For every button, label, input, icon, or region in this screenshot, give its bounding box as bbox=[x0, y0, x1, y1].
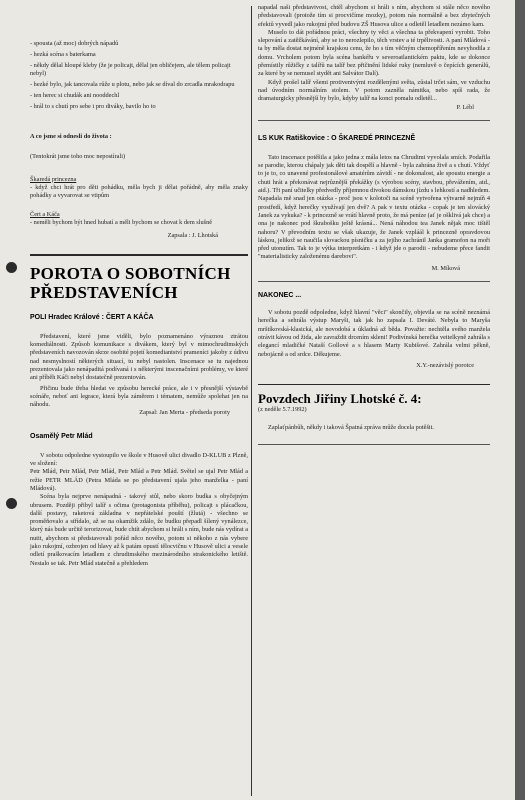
left-column bbox=[30, 40, 248, 568]
column-divider bbox=[251, 6, 252, 796]
paragraph: Tato inscenace potěšila a jako jedna z mála letos na Chrudimi vyvolala smích. Podařila se parodie, kterou chápaly jak děti tak dospělí a hlavně - byla zahrána živě a s chutí. Vždyť to je to, co unavené profesionálové amatérům závidí - ne dokonalost, ale spoustu energie a chuti hrát a překonávat nejrůznější překážky (s výrobou scény, stavbou, převážením, atd., aid.). Tři paní učitelky předvedly příjemnou divokou dámskou jízdu s lehkostí a nadhledem. Napadala mě snad jen otázka - proč jsou v kolotoči na scéně vytvořena výtvarně nejmíň 4 prostředí, když herečky využívají jen dvě? A pak v textu otázka - copak je ten slovácký Janek za vykuka? - k princezně se vrátí hlavně proto, že má peníze (ať je ošklivá jak chce) a ona je nakonec pod škrabošku ještě krásná... Nená náhodou tea Janek nějak moc tištěl nahoru? V převodním textu se však ukazuje, že Janek vzpláál k princezně opravdovou láskou, jelikož se naučila slovackou písničku a za jejího zachránil Janka gramofon na moři před utonutím. Tak to je výtka interpretkám - i když jde o parodii - nebudeme přece fandit "materialisticky založenému darebovi". bbox=[258, 153, 490, 261]
list-item: - někdy dělal hloupé kleby (že je policajt, dělal jen obličejem, ale tělem policajt nebyl) bbox=[30, 61, 231, 78]
section-heading: POLI Hradec Králové : ČERT A KÁČA bbox=[30, 313, 154, 321]
petr-review bbox=[30, 452, 248, 568]
signature: P. Lébl bbox=[456, 103, 474, 111]
paragraph: Přičinu bude třeba hledat ve způsobu herecké práce, ale i v přesnější výstavbě scénáře, neboť ani legrace, která byla záměrem i tématem, nemůže spolehat jen na náhodu. bbox=[30, 384, 248, 409]
subheading-cert: Čert a Káča bbox=[30, 210, 60, 218]
petr-review-continued bbox=[258, 4, 490, 104]
paragraph: Petr Mlád, Petr Mlád, Petr Mlád, Petr Mlád a Petr Mlád. Světel se ujal Petr Mlád a režie PETR MLÁD (Petra Mláda se po představení ujala jeho manželka - paní Mládová). bbox=[30, 468, 248, 492]
list-item: - hrál to s chutí pro sebe i pro diváky, bavilo ho to bbox=[30, 102, 156, 110]
cert-note: - neměli bychom být hned hubatí a měli bychom se chovat k dem slušně bbox=[30, 218, 213, 226]
princezna-note: - když chci hrát pro děti pohádku, měla bych ji dělat pořádně, aby měla znaky pohádky a vyvarovat se vtipům bbox=[30, 183, 248, 200]
section-rule bbox=[258, 384, 490, 385]
right-column bbox=[258, 4, 490, 445]
date-note: (z neděle 5.7.1992) bbox=[258, 406, 307, 414]
paragraph: Když prošel talíř všemi protiventvými rozdělenými světa, zůstal trčet sám, ve vzduchu nad úvodním normálním stolem. V potom zazněla námitka, nebo spíš rada, že dramaturgicky přesnější by bylo, kdyby talíř na konci pomalu odletěl... bbox=[258, 78, 490, 103]
punch-hole bbox=[6, 262, 17, 273]
list-item: - hezké bylo, jak tancovala růže u plotu, nebo jak se díval do zrcadla mrakodrapu bbox=[30, 80, 235, 88]
list-item: - spousta (až moc) dobrých nápadů bbox=[30, 40, 119, 47]
paragraph: Představení, které jsme viděli, bylo poznamenáno výraznou ztrátou komediálnosti. Způsob komunikace s divákem, který byl v mimochrudimských představeních navozován skrze osobité pojetí komediantství prameníci jakoby z údivu nad nesmyslností některých situací, tu nebyl nastolen. Inscenace se tu najednou prezentovala jako nenápaditá podívaná i s některými inscenačními problémy, ve které ani příběh Káči nebyl dostatečně prezentován. bbox=[30, 332, 248, 382]
section-heading: LS KUK Ratiškovice : O ŠKAREDÉ PRINCEZNĚ bbox=[258, 134, 416, 142]
punch-hole bbox=[6, 498, 17, 509]
signature: X.Y.-nezávislý porotce bbox=[416, 361, 474, 369]
paragraph: Zaplaťpánbůh, někdy i taková Špatná zpráva může docela potěšit. bbox=[268, 423, 435, 431]
section-title: Povzdech Jiřiny Lhotské č. 4: bbox=[258, 391, 422, 407]
paragraph: Scéna byla nejprve nenápadná - takový stůl, nebo skoro budka s obyčejným ubrusem. Později přibyl talíř s očima (protagonista příběhu), policajt s plácačkou, další postavy, raketová základna v nepřátelské pouští (žlutá) - všechno se proměňovalo a střídalo, až se na okamžik zdálo, že budku přepadl šílený vynálezce, který nás bude určitě terorizovat, bude chtít abychom si hráli s ním, bude nás vydírat a nutit, abychom si představovali pořád něco nového, potom si někoho z nás vybere jako rukojmí, ozbrojen od hlavy až k patám opustí tělocvičnu v Husově ulici a vesele odletí praškovacím letadlem z chrudimského mezinárodního strakonického letiště. Nestalo se tak. Petr Mlád statečně a přehledem bbox=[30, 493, 248, 567]
question-heading: A co jsme si odnesli do života : bbox=[30, 133, 112, 141]
signature: Zapsal: Jan Merta - předseda poroty bbox=[139, 409, 230, 417]
signature: Zapsala : J. Lhotská bbox=[167, 232, 218, 240]
section-rule bbox=[258, 281, 490, 282]
section-rule bbox=[258, 120, 490, 121]
question-note: (Tentokrát jsme toho moc nepostírali) bbox=[30, 153, 126, 161]
signature: M. Míková bbox=[431, 264, 460, 272]
critique-list bbox=[30, 40, 248, 111]
list-item: - hezká scéna s baterkama bbox=[30, 50, 96, 58]
section-rule bbox=[30, 254, 248, 255]
list-item: - ten herec si chudák ani nooddechl bbox=[30, 91, 120, 99]
article-title: POROTA O SOBOTNÍCH PŘEDSTAVENÍCH bbox=[30, 263, 231, 302]
subheading-princezna: Škaredá princezna bbox=[30, 175, 77, 183]
paragraph: V sobotu odpoledne vystoupilo ve škole v Husově ulici divadlo D-KLUB z Plzně, ve složení: bbox=[30, 451, 248, 468]
paragraph: napadal naši představivost, chtěl abychom si hráli s ním, abychom si stále něco nového představovali (protože tím si procvičíme mozky), potom nás normálně a bez zbytečných efektů vyvedl jako rukojmí před budovu ZŠ Husova ulice a odletěl letadlem nezámo kam. bbox=[258, 4, 490, 28]
poli-review bbox=[30, 333, 248, 410]
section-rule bbox=[258, 444, 490, 445]
section-heading: NAKONEC ... bbox=[258, 292, 302, 300]
section-heading: Osamělý Petr Mlád bbox=[30, 432, 93, 440]
paragraph: Muselo to dát pořádnou práci, všechny ty věci a všechna ta překvapení vyrobit. Toho slepování a zatěžkávání, aby se to nerozlepilo, těch vrstev a té trpělivosti. A paní Mládová - ta by měla dostat nejméně krajskou cenu, že ho s tím věčným chemopřířením nevyhodila z domu. Vrcholem potom byla scéna bankéřu v severoatlantickém paktu, kde se dokonce přemístily růžičky z talířů na talíř bez přičinění lidské ruky (nemluvě o čepících generálů, za které by se nemusel stydět ani Salvátor Dalí). bbox=[258, 28, 490, 78]
paragraph: V sobotu pozdě odpoledne, když hlavní "věci" skončily, objevila se na scéně neznámá herečka a sehrála výstup Maryši, tak jak ho zapsala I. Deváté. Nebyla to Maryša mrštíkovská-klasická, ale novodobá a úkladná až běda. Považte: nechtěla svého manžela otrávit kávou od žida, ale zavraždit drcením skleni! Podivínská herečka veitelkyně zahrála s elegancí mladičké Nataší Gollové a s hlasem Marty Kubišové. Zahrála velmi pěkně, nebojácně a od srdce. Děkujeme. bbox=[258, 309, 490, 358]
